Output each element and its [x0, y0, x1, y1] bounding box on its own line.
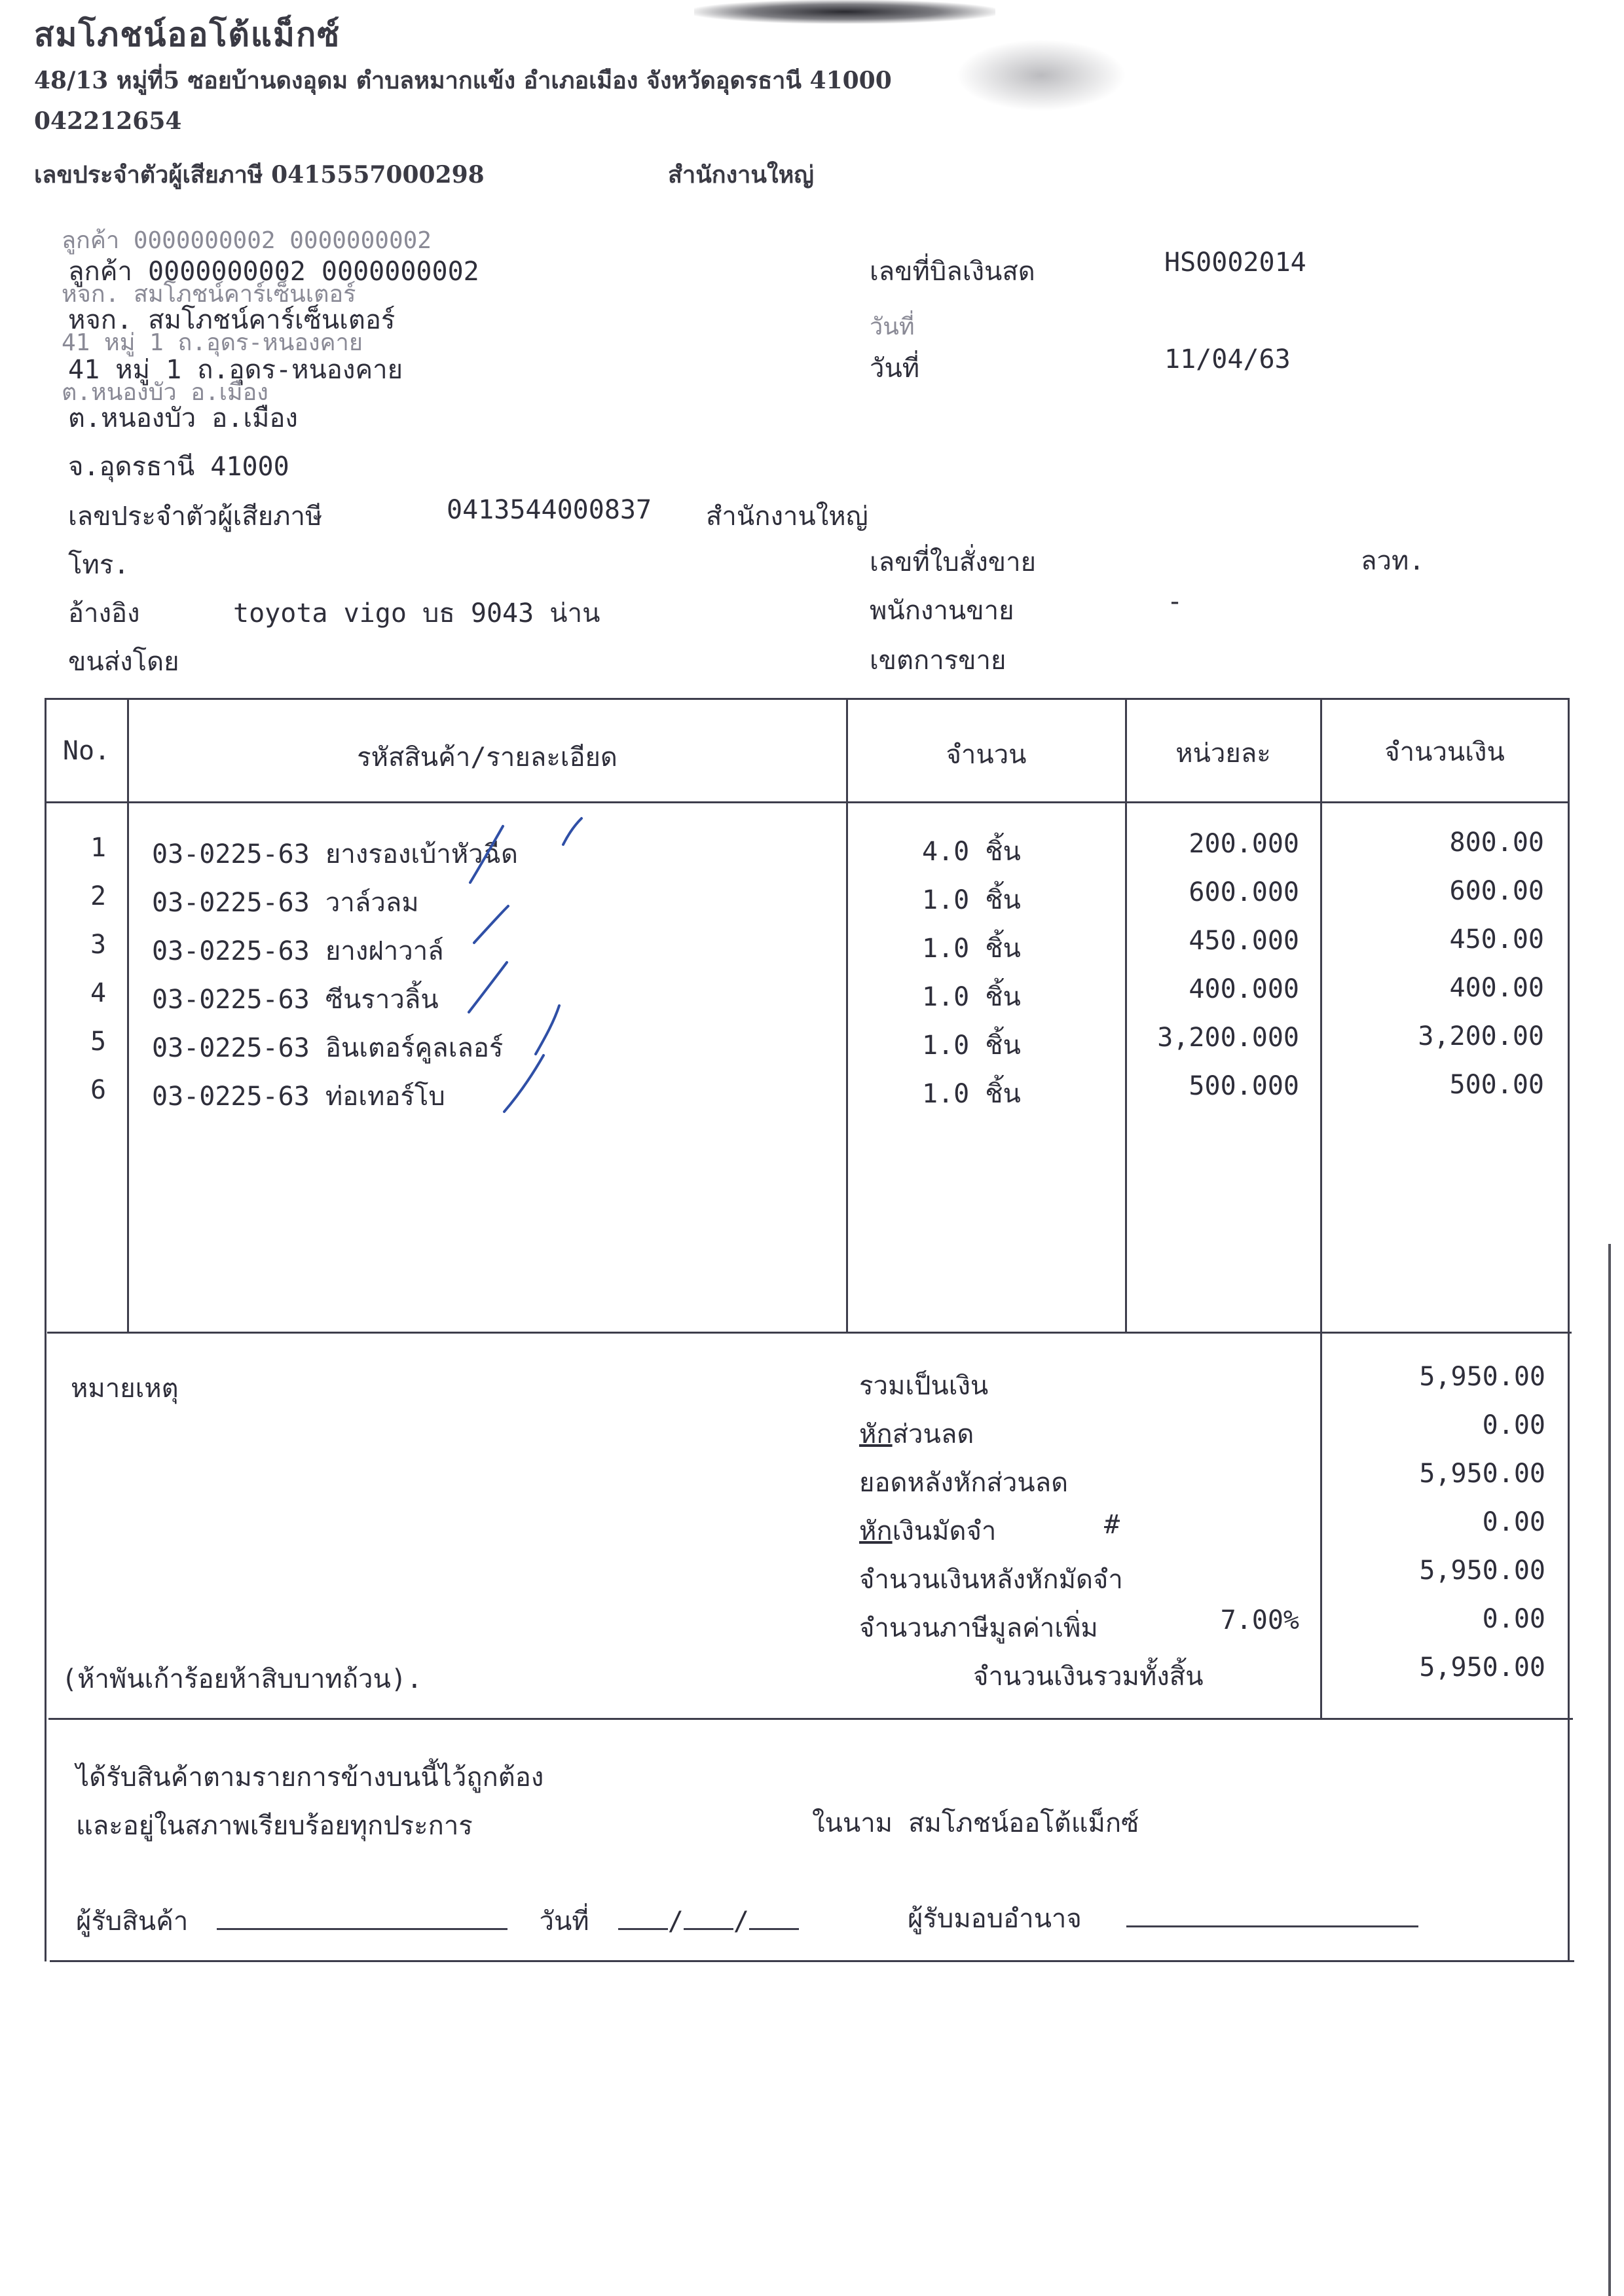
check-mark-icon: [469, 962, 507, 1012]
row-amount: 800.00: [1449, 828, 1544, 858]
header-amount: จำนวนเงิน: [1384, 737, 1505, 767]
row-unit-price: 200.000: [1189, 829, 1299, 859]
customer-name: หจก. สมโภชน์คาร์เซ็นเตอร์: [68, 305, 396, 335]
signature-row: [76, 1900, 799, 1942]
bill-number-label: เลขที่บิลเงินสด: [870, 257, 1035, 287]
row-amount: 400.00: [1449, 973, 1544, 1003]
row-description: 03-0225-63 ยางฝาวาล์: [152, 936, 444, 966]
reference-value: toyota vigo บธ 9043 น่าน: [233, 598, 600, 629]
row-description: 03-0225-63 อินเตอร์คูลเลอร์: [152, 1033, 504, 1063]
reference-label: อ้างอิง: [68, 598, 140, 629]
summary-value: 5,950.00: [1419, 1459, 1545, 1489]
row-unit-price: 400.000: [1189, 974, 1299, 1004]
vat-rate: 7.00%: [1220, 1605, 1299, 1635]
row-quantity: 1.0 ชิ้น: [922, 1079, 1021, 1109]
authorized-row: [908, 1897, 1418, 1939]
row-quantity: 1.0 ชิ้น: [922, 982, 1021, 1012]
row-no: 4: [90, 978, 107, 1008]
row-description: 03-0225-63 ท่อเทอร์โบ: [152, 1082, 445, 1112]
shipping-label: ขนส่งโดย: [68, 647, 179, 677]
date-separator: /: [667, 1906, 684, 1937]
company-phone: 042212654: [34, 107, 182, 135]
authorized-label: ผู้รับมอบอำนาจ: [908, 1904, 1082, 1934]
summary-label: จำนวนเงินหลังหักมัดจำ: [859, 1565, 1123, 1595]
row-no: 3: [90, 930, 107, 960]
sales-zone-label: เขตการขาย: [870, 646, 1006, 676]
row-description: 03-0225-63 ยางรองเบ้าหัวฉีด: [152, 839, 518, 869]
row-unit-price: 450.000: [1189, 926, 1299, 956]
check-mark-icon: [563, 818, 581, 845]
row-amount: 600.00: [1449, 876, 1544, 906]
row-unit-price: 500.000: [1189, 1071, 1299, 1101]
bill-number: HS0002014: [1164, 247, 1306, 278]
grand-total-label: จำนวนเงินรวมทั้งสิ้น: [973, 1662, 1204, 1692]
row-no: 2: [90, 881, 107, 911]
summary-label: หักเงินมัดจำ: [859, 1516, 997, 1546]
company-branch: สำนักงานใหญ่: [668, 161, 814, 189]
row-description: 03-0225-63 ซีนราวลิ้น: [152, 985, 439, 1015]
summary-value: 0.00: [1482, 1410, 1545, 1440]
customer-address-ghost: 41 หมู่ 1 ถ.อุดร-หนองคาย: [62, 329, 363, 356]
customer-phone-label: โทร.: [68, 550, 130, 580]
row-quantity: 1.0 ชิ้น: [922, 885, 1021, 915]
grand-total-value: 5,950.00: [1419, 1652, 1545, 1683]
summary-label: หักส่วนลด: [859, 1419, 974, 1449]
sales-order-label: เลขที่ใบสั่งขาย: [870, 547, 1037, 577]
check-mark-icon: [470, 826, 503, 883]
received-statement-1: ได้รับสินค้าตามรายการข้างบนนี้ไว้ถูกต้อง: [76, 1762, 544, 1793]
customer-address-2: ต.หนองบัว อ.เมือง: [68, 403, 298, 433]
summary-value: 0.00: [1482, 1604, 1545, 1634]
receiver-signature-line[interactable]: [217, 1922, 507, 1930]
summary-value: 5,950.00: [1419, 1362, 1545, 1392]
company-name: สมโภชน์ออโต้แม็กซ์: [34, 15, 341, 54]
summary-extra: #: [1104, 1510, 1120, 1540]
customer-name-ghost: หจก. สมโภชน์คาร์เซ็นเตอร์: [62, 281, 356, 308]
customer-code-ghost: ลูกค้า 0000000002 0000000002: [62, 227, 432, 254]
summary-label: ยอดหลังหักส่วนลด: [859, 1468, 1069, 1498]
row-no: 5: [90, 1027, 107, 1057]
check-mark-icon: [536, 1006, 559, 1054]
customer-address-2-ghost: ต.หนองบัว อ.เมือง: [62, 379, 268, 406]
customer-address-1: 41 หมู่ 1 ถ.อุดร-หนองคาย: [68, 355, 403, 385]
summary-label: จำนวนภาษีมูลค่าเพิ่ม: [859, 1613, 1098, 1643]
received-statement-2: และอยู่ในสภาพเรียบร้อยทุกประการ: [76, 1811, 473, 1841]
row-quantity: 1.0 ชิ้น: [922, 1030, 1021, 1061]
row-amount: 450.00: [1449, 924, 1544, 955]
on-behalf-of: ในนาม สมโภชน์ออโต้แม็กซ์: [812, 1808, 1139, 1838]
receive-date-month[interactable]: [684, 1922, 733, 1930]
receive-date-label: วันที่: [539, 1906, 589, 1937]
remark-label: หมายเหตุ: [71, 1374, 179, 1404]
company-address: 48/13 หมู่ที่5 ซอยบ้านดงอุดม ตำบลหมากแข้ง อำเภอเมือง จังหวัดอุดรธานี 41000: [34, 67, 892, 94]
bill-date-label: วันที่: [870, 354, 920, 384]
row-no: 1: [90, 833, 107, 863]
header-quantity: จำนวน: [946, 740, 1027, 770]
salesperson-value: -: [1167, 587, 1183, 617]
row-quantity: 4.0 ชิ้น: [922, 837, 1021, 867]
check-mark-icon: [474, 906, 508, 943]
receive-date-year[interactable]: [749, 1922, 799, 1930]
customer-code: ลูกค้า 0000000002 0000000002: [68, 257, 479, 287]
customer-branch: สำนักงานใหญ่: [706, 501, 868, 532]
customer-tax-id: 0413544000837: [447, 495, 652, 525]
summary-value: 5,950.00: [1419, 1556, 1545, 1586]
header-no: No.: [62, 736, 111, 766]
customer-tax-label: เลขประจำตัวผู้เสียภาษี: [68, 501, 323, 532]
sales-order-value: ลวท.: [1361, 546, 1425, 576]
row-no: 6: [90, 1075, 107, 1105]
authorized-signature-line[interactable]: [1126, 1919, 1418, 1927]
bill-date-label-ghost: วันที่: [870, 314, 915, 340]
check-mark-icon: [504, 1055, 544, 1112]
amount-in-words: (ห้าพันเก้าร้อยห้าสิบบาทถ้วน).: [62, 1664, 422, 1694]
row-quantity: 1.0 ชิ้น: [922, 934, 1021, 964]
receiver-label: ผู้รับสินค้า: [76, 1906, 189, 1937]
summary-value: 0.00: [1482, 1507, 1545, 1537]
header-unit-price: หน่วยละ: [1175, 738, 1271, 769]
salesperson-label: พนักงานขาย: [870, 596, 1014, 626]
bill-date: 11/04/63: [1164, 344, 1291, 374]
row-amount: 500.00: [1449, 1070, 1544, 1100]
company-tax-id: เลขประจำตัวผู้เสียภาษี 0415557000298: [34, 161, 485, 189]
scan-edge: [1608, 1244, 1611, 2296]
row-unit-price: 600.000: [1189, 877, 1299, 907]
date-separator: /: [733, 1906, 749, 1937]
header-description: รหัสสินค้า/รายละเอียด: [357, 742, 618, 773]
receive-date-day[interactable]: [618, 1922, 668, 1930]
customer-address-3: จ.อุดรธานี 41000: [68, 452, 289, 482]
row-amount: 3,200.00: [1418, 1021, 1544, 1051]
summary-label: รวมเป็นเงิน: [859, 1371, 989, 1401]
row-unit-price: 3,200.000: [1157, 1023, 1299, 1053]
row-description: 03-0225-63 วาล์วลม: [152, 888, 419, 918]
